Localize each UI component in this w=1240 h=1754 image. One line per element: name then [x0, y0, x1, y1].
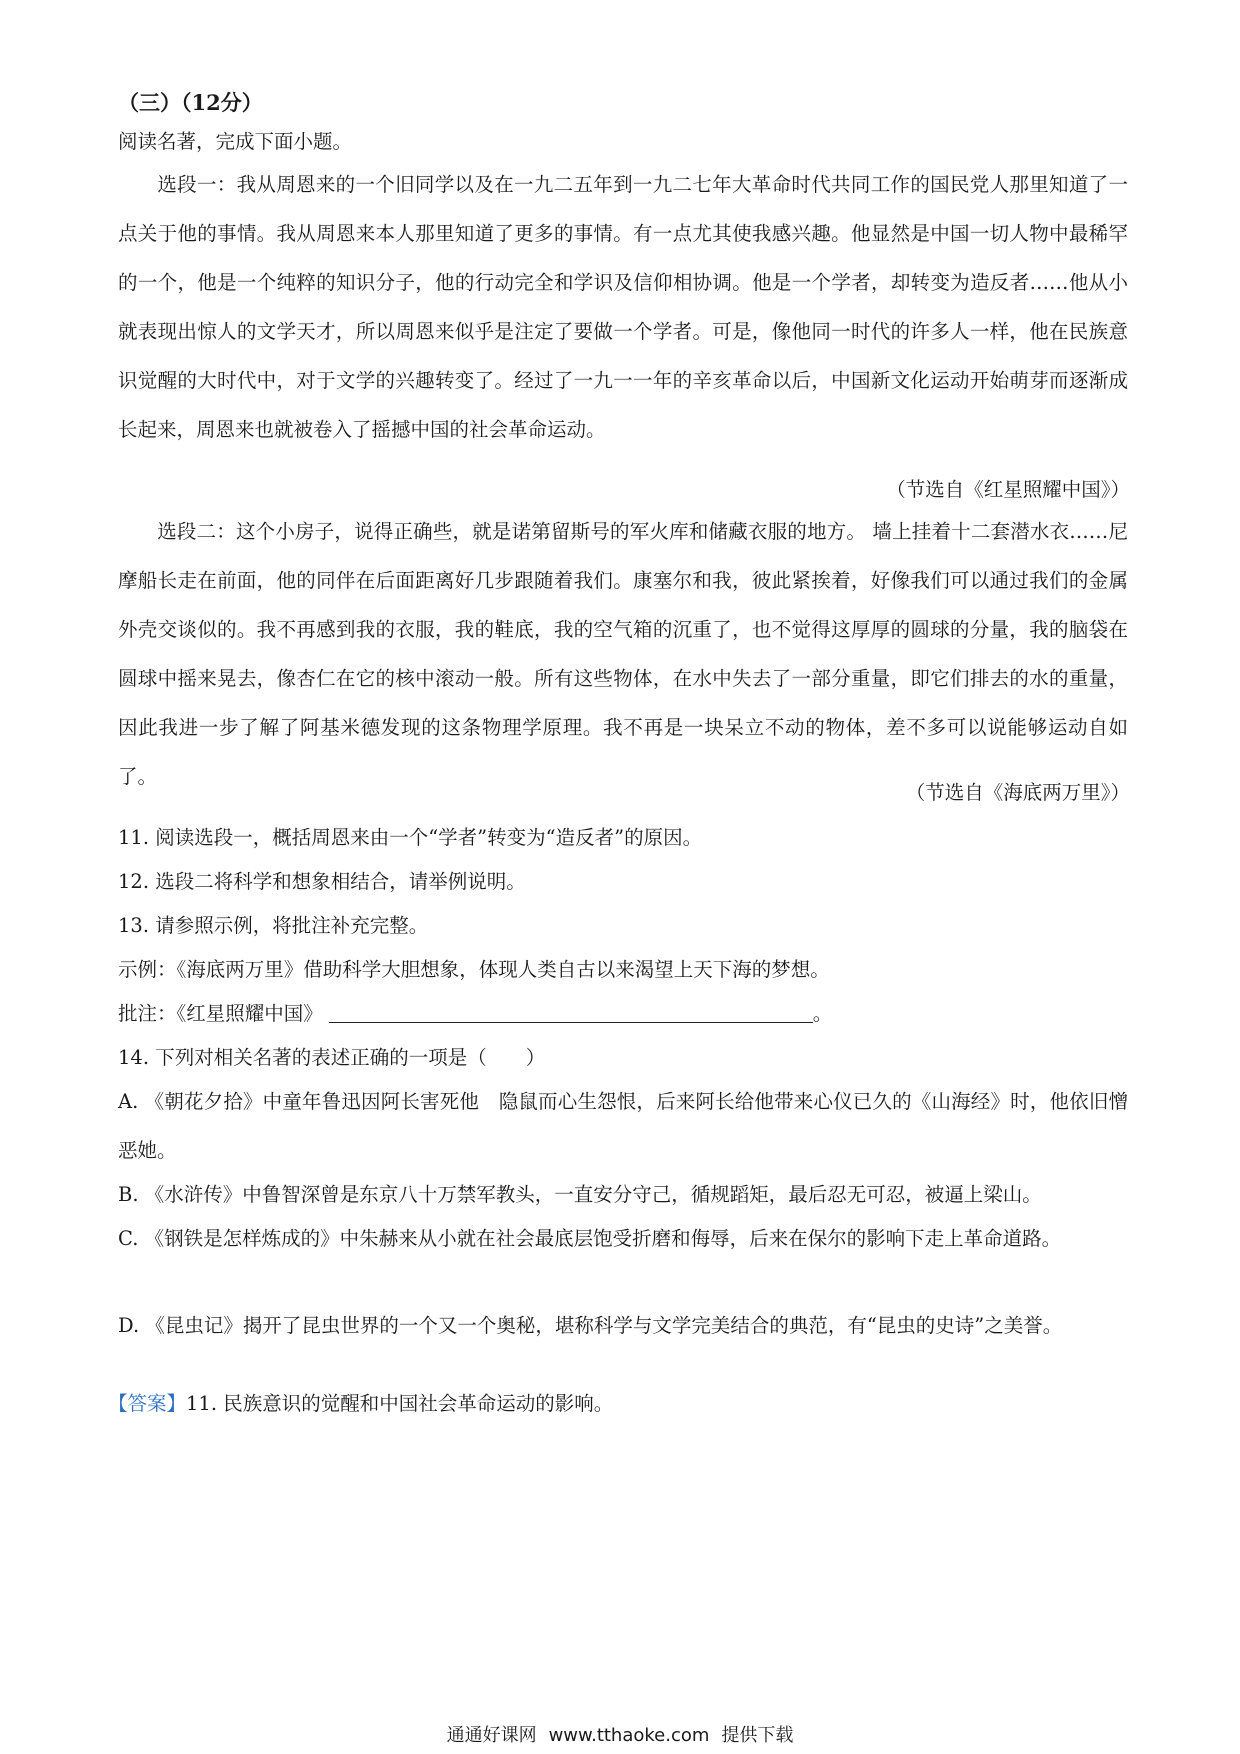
section-title: （三）（12分） — [118, 90, 263, 115]
annotation-prefix: 批注：《红星照耀中国》 — [118, 1002, 323, 1025]
passage-two — [118, 507, 1128, 801]
passage-two-source: （节选自《海底两万里》） — [905, 781, 1130, 804]
question-11: 11. 阅读选段一，概括周恩来由一个“学者”转变为“造反者”的原因。 — [118, 826, 703, 849]
annotation-suffix: 。 — [812, 1002, 833, 1025]
page-footer — [0, 1724, 1240, 1748]
option-c: C. 《钢铁是怎样炼成的》中朱赫来从小就在社会最底层饱受折磨和侮辱，后来在保尔的影响下走上革命道路。 — [118, 1227, 1062, 1250]
passage-one-text: 选段一：我从周恩来的一个旧同学以及在一九二五年到一九二七年大革命时代共同工作的国民党人那里知道了一点关于他的事情。我从周恩来本人那里知道了更多的事情。有一点尤其使我感兴趣。他显然是中国一切人物中最稀罕的一个，他是一个纯粹的知识分子，他的行动完全和学识及信仰相协调。他是一个学者，却转变为造反者……他从小就表现出惊人的文学天才，所以周恩来似乎是注定了要做一个学者。可是，像他同一时代的许多人一样，他在民族意识觉醒的大时代中，对于文学的兴趣转变了。经过了一九一一年的辛亥革命以后，中国新文化运动开始萌芽而逐渐成长起来，周恩来也就被卷入了摇撼中国的社会革命运动。 — [118, 173, 1128, 441]
footer-url[interactable]: www.tthaoke.com — [548, 1725, 710, 1746]
passage-one-source: （节选自《红星照耀中国》） — [886, 478, 1130, 501]
option-a: A. 《朝花夕拾》中童年鲁迅因阿长害死他 隐鼠而心生怨恨，后来阿长给他带来心仪已久的《山海经》时，他依旧憎恶她。 — [118, 1090, 1128, 1162]
answer-text: 11. 民族意识的觉醒和中国社会革命运动的影响。 — [186, 1392, 614, 1415]
answer-line — [108, 1389, 613, 1419]
annotation-example: 示例：《海底两万里》借助科学大胆想象，体现人类自古以来渴望上天下海的梦想。 — [118, 958, 830, 981]
section-instruction: 阅读名著，完成下面小题。 — [118, 130, 353, 153]
footer-site: 通通好课网 — [446, 1725, 537, 1746]
question-13: 13. 请参照示例，将批注补充完整。 — [118, 914, 429, 937]
option-b: B. 《水浒传》中鲁智深曾是东京八十万禁军教头，一直安分守己，循规蹈矩，最后忍无可忍，被逼上梁山。 — [118, 1183, 1042, 1206]
answer-tag: 【答案】 — [108, 1392, 187, 1415]
question-12: 12. 选段二将科学和想象相结合，请举例说明。 — [118, 870, 526, 893]
passage-one — [118, 160, 1128, 454]
option-d: D. 《昆虫记》揭开了昆虫世界的一个又一个奥秘，堪称科学与文学完美结合的典范，有“昆虫的史诗”之美誉。 — [118, 1314, 1063, 1337]
question-14: 14. 下列对相关名著的表述正确的一项是（ ） — [118, 1046, 546, 1069]
passage-two-text: 选段二：这个小房子，说得正确些，就是诺第留斯号的军火库和储藏衣服的地方。 墙上挂着十二套潜水衣……尼摩船长走在前面，他的同伴在后面距离好几步跟随着我们。康塞尔和我，彼此紧挨着，好像我们可以通过我们的金属外壳交谈似的。我不再感到我的衣服，我的鞋底，我的空气箱的沉重了，也不觉得这厚厚的圆球的分量，我的脑袋在圆球中摇来晃去，像杏仁在它的核中滚动一般。所有这些物体，在水中失去了一部分重量，即它们排去的水的重量，因此我进一步了解了阿基米德发现的这条物理学原理。我不再是一块呆立不动的物体，差不多可以说能够运动自如了。 — [118, 520, 1128, 788]
footer-note: 提供下载 — [721, 1725, 794, 1746]
annotation-blank — [329, 1002, 813, 1023]
annotation-line — [118, 999, 832, 1029]
